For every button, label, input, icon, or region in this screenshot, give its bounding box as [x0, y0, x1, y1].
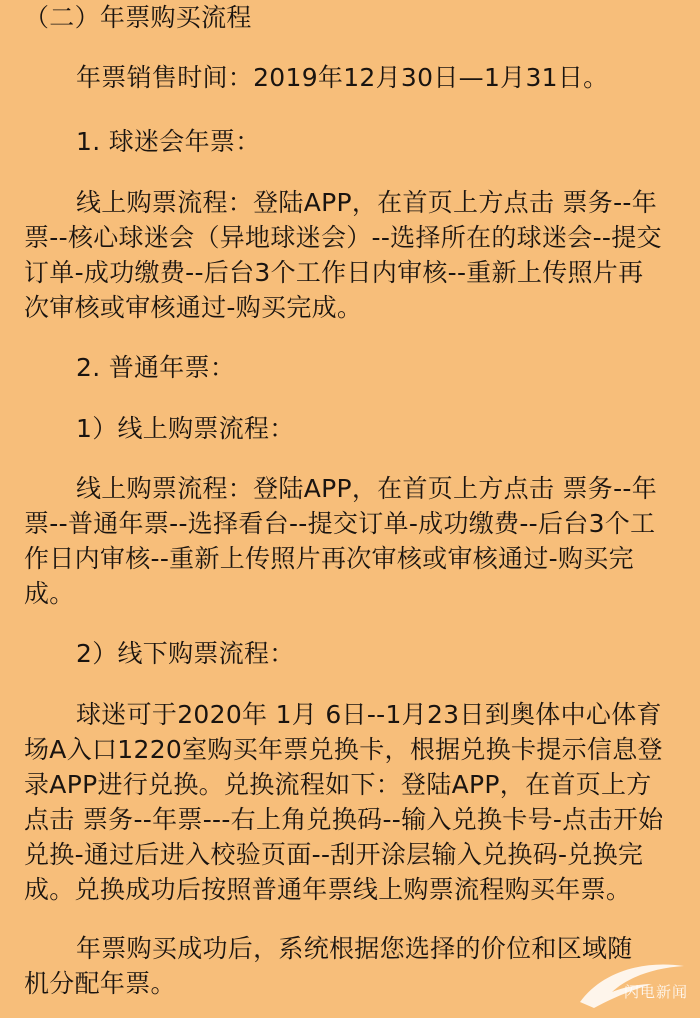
item2-sub2-line: 球迷可于2020年 1月 6日--1月23日到奥体中心体育: [76, 700, 662, 729]
watermark-text: 闪电新闻: [623, 983, 688, 1001]
lightning-news-watermark: [572, 952, 692, 1012]
item2-sub1-line: 票--普通年票--选择看台--提交订单-成功缴费--后台3个工: [24, 509, 656, 538]
item2-sub2-line: 点击 票务--年票---右上角兑换码--输入兑换卡号-点击开始: [24, 805, 664, 834]
item1-line: 次审核或审核通过-购买完成。: [24, 293, 363, 322]
closing-line: 年票购买成功后，系统根据您选择的价位和区域随: [76, 934, 633, 963]
item2-sub2-line: 录APP进行兑换。兑换流程如下：登陆APP，在首页上方: [24, 770, 652, 799]
item2-sub2-heading: 2）线下购票流程：: [76, 639, 295, 668]
item1-heading: 1. 球迷会年票：: [76, 127, 261, 156]
item2-sub2-line: 场A入口1220室购买年票兑换卡，根据兑换卡提示信息登: [24, 735, 663, 764]
item2-heading: 2. 普通年票：: [76, 353, 236, 382]
sale-time-text: 年票销售时间：2019年12月30日—1月31日。: [76, 63, 609, 92]
item2-sub1-heading: 1）线上购票流程：: [76, 414, 295, 443]
item1-line: 线上购票流程：登陆APP，在首页上方点击 票务--年: [76, 188, 658, 217]
item2-sub2-line: 兑换-通过后进入校验页面--刮开涂层输入兑换码-兑换完: [24, 840, 644, 869]
item1-line: 订单-成功缴费--后台3个工作日内审核--重新上传照片再: [24, 258, 644, 287]
section-title: （二）年票购买流程: [24, 3, 252, 32]
closing-line: 机分配年票。: [24, 969, 176, 998]
item2-sub1-line: 成。: [24, 579, 75, 608]
item2-sub1-line: 线上购票流程：登陆APP，在首页上方点击 票务--年: [76, 474, 658, 503]
item2-sub1-line: 作日内审核--重新上传照片再次审核或审核通过-购买完: [24, 544, 634, 573]
item1-line: 票--核心球迷会（异地球迷会）--选择所在的球迷会--提交: [24, 223, 662, 252]
item2-sub2-line: 成。兑换成功后按照普通年票线上购票流程购买年票。: [24, 875, 632, 904]
